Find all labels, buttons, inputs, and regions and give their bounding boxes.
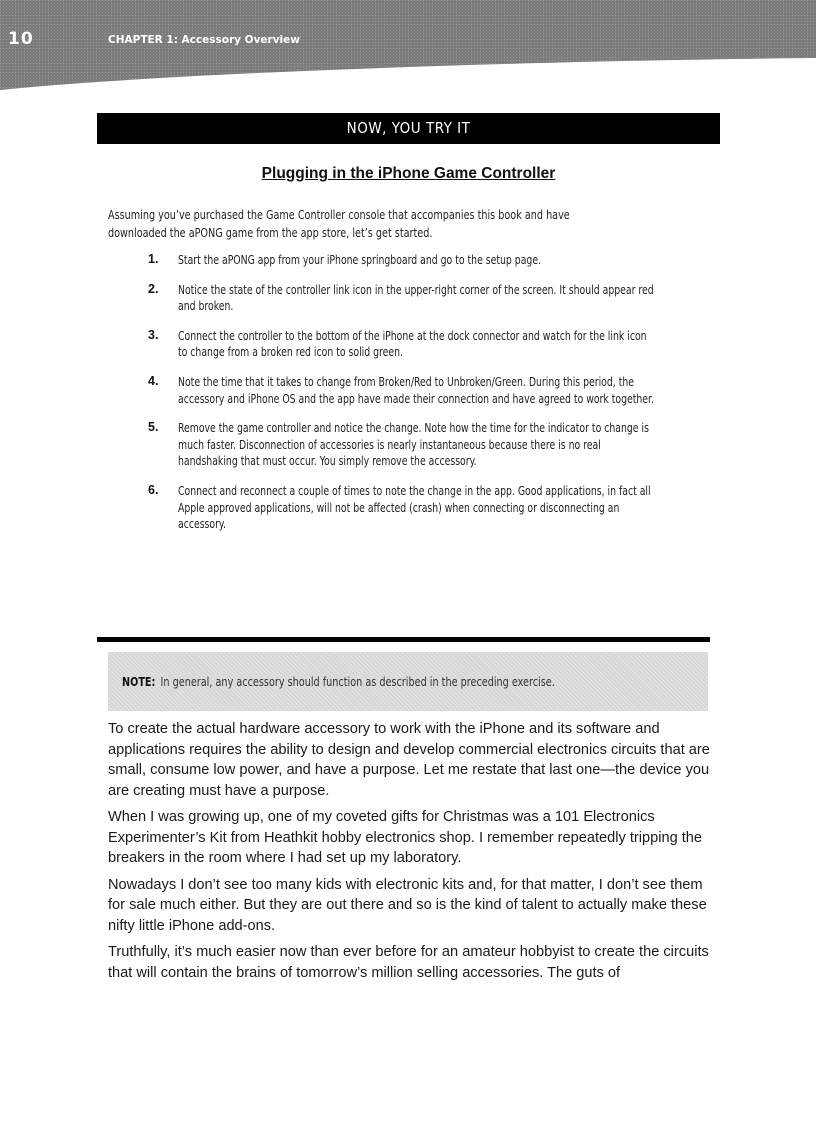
step-item	[148, 252, 708, 269]
step-item	[148, 420, 708, 470]
step-item	[148, 328, 708, 361]
step-number: 5.	[148, 420, 159, 435]
try-it-banner: NOW, YOU TRY IT	[97, 113, 720, 144]
step-item	[148, 374, 708, 407]
note-label: NOTE:	[122, 674, 156, 689]
body-paragraph: When I was growing up, one of my coveted gifts for Christmas was a 101 Electronics Experimenter’s Kit from Heathkit hobby electronics shop. I remember repeatedly tripping the breakers in the room where I had set up my laboratory.	[108, 809, 703, 866]
step-number: 4.	[148, 373, 159, 388]
step-text: Start the aPONG app from your iPhone springboard and go to the setup page.	[178, 253, 542, 267]
note-box	[108, 652, 708, 711]
chapter-header-band	[0, 0, 816, 90]
step-text: Connect and reconnect a couple of times to note the change in the app. Good applications, in fact all Apple approved applications, will not be affected (crash) when connecting or disconnecting an accessory.	[178, 483, 651, 532]
step-number: 1.	[148, 252, 159, 266]
step-item	[148, 483, 708, 533]
step-number: 2.	[148, 281, 159, 296]
step-item	[148, 282, 708, 315]
body-text	[108, 719, 723, 989]
note-text	[122, 674, 672, 689]
body-paragraph: Nowadays I don’t see too many kids with electronic kits and, for that matter, I don’t see them for sale much either. But they are out there and so is the kind of talent to actually make these nifty little iPhone add-ons.	[108, 876, 707, 934]
step-text: Remove the game controller and notice the change. Note how the time for the indicator to change is much faster. Disconnection of accessories is nearly instantaneous because there is no real handshaking that must occur. You simply remove the accessory.	[178, 421, 649, 469]
step-text: Notice the state of the controller link icon in the upper-right corner of the screen. It should appear red and broken.	[178, 282, 654, 314]
exercise-steps	[148, 252, 708, 546]
chapter-title: CHAPTER 1: Accessory Overview	[108, 34, 300, 46]
page-number: 10	[8, 29, 34, 49]
exercise-intro: Assuming you’ve purchased the Game Controller console that accompanies this book and have downloaded the aPONG game from the app store, let’s get started.	[108, 208, 570, 240]
step-number: 3.	[148, 327, 159, 342]
note-body: In general, any accessory should function as described in the preceding exercise.	[160, 674, 555, 689]
step-text: Connect the controller to the bottom of the iPhone at the dock connector and watch for the link icon to change from a broken red icon to solid green.	[178, 328, 647, 360]
body-paragraph: Truthfully, it’s much easier now than ever before for an amateur hobbyist to create the circuits that will contain the brains of tomorrow’s million selling accessories. The guts of	[108, 944, 709, 981]
step-number: 6.	[148, 482, 159, 497]
step-text: Note the time that it takes to change from Broken/Red to Unbroken/Green. During this period, the accessory and iPhone OS and the app have made their connection and have agreed to work together.	[178, 374, 654, 406]
body-paragraph: To create the actual hardware accessory to work with the iPhone and its software and applications requires the ability to design and develop commercial electronics circuits that are small, consume low power, and have a purpose. Let me restate that last one—the device you are creating must have a purpose.	[108, 721, 710, 799]
section-divider	[97, 637, 710, 642]
exercise-title: Plugging in the iPhone Game Controller	[261, 165, 556, 182]
